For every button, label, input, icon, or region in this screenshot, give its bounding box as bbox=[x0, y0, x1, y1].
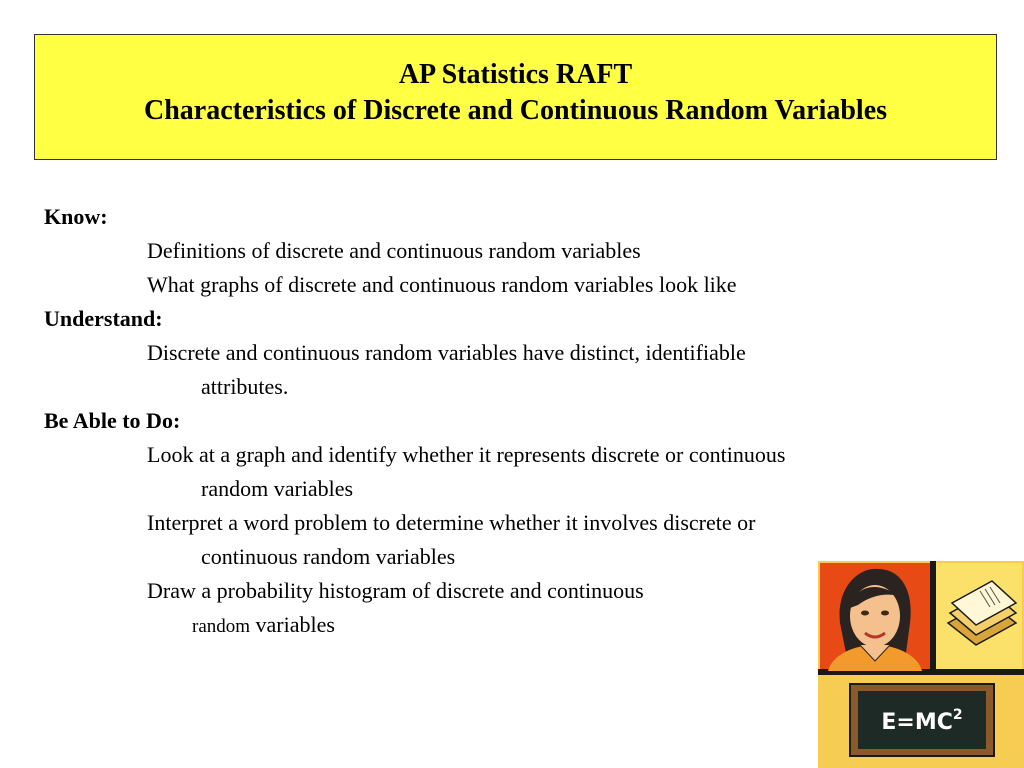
understand-item-1-continuation: attributes. bbox=[201, 374, 289, 399]
be-able-item-3-continuation-text: variables bbox=[255, 612, 335, 637]
be-able-item-1-continuation: random variables bbox=[201, 476, 354, 501]
be-able-item-3-continuation-small: random bbox=[192, 616, 251, 637]
chalkboard-icon bbox=[850, 684, 994, 756]
be-able-item-2: Interpret a word problem to determine whether it involves discrete or bbox=[147, 510, 756, 535]
be-able-item-3: Draw a probability histogram of discrete and continuous bbox=[147, 578, 644, 603]
know-item-2: What graphs of discrete and continuous random variables look like bbox=[147, 272, 737, 297]
understand-heading: Understand: bbox=[44, 306, 163, 331]
be-able-item-2-continuation: continuous random variables bbox=[201, 544, 456, 569]
chalkboard-text: $E=MC^2$ bbox=[881, 707, 963, 735]
know-heading: Know: bbox=[44, 204, 108, 229]
know-item-1: Definitions of discrete and continuous random variables bbox=[147, 238, 641, 263]
be-able-heading: Be Able to Do: bbox=[44, 408, 181, 433]
teacher-clipart bbox=[818, 561, 1024, 768]
clipart-divider-vertical bbox=[930, 561, 936, 673]
title-line-2: Characteristics of Discrete and Continuous Random Variables bbox=[143, 95, 888, 126]
understand-item-1: Discrete and continuous random variables have distinct, identifiable bbox=[147, 340, 746, 365]
title-line-1: AP Statistics RAFT bbox=[398, 59, 633, 90]
title-box bbox=[34, 34, 997, 160]
be-able-item-1: Look at a graph and identify whether it represents discrete or continuous bbox=[147, 442, 786, 467]
